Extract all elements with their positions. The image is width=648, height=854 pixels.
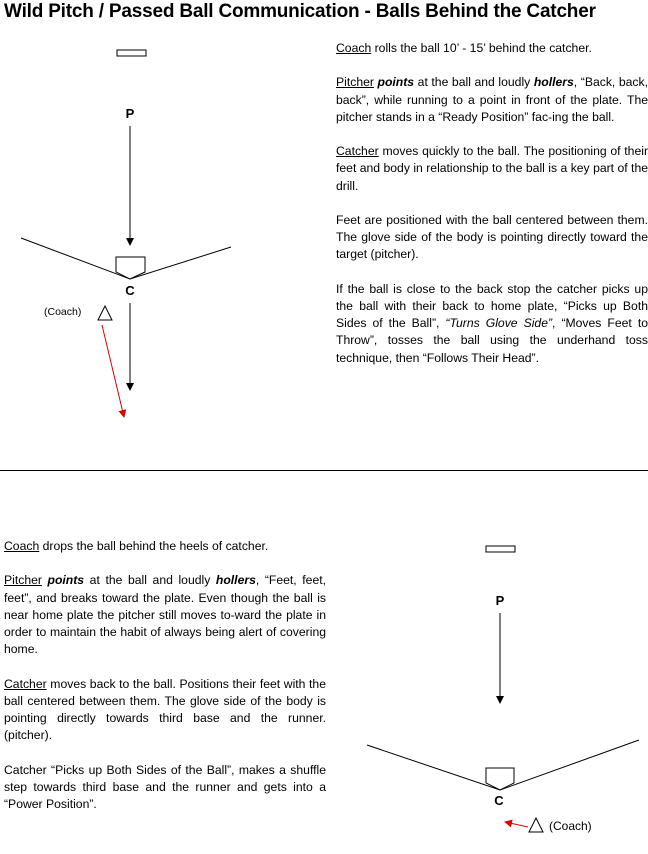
paragraph	[336, 40, 648, 57]
diagram-bottom	[0, 470, 648, 854]
role-label: Pitcher	[336, 75, 374, 90]
text: moves back to the ball. Positions their feet with the ball centered between them. The glove side of the body is pointing directly towards third base and the runner. (pitcher).	[4, 676, 326, 743]
paragraph	[336, 281, 648, 367]
ball-drop-arrow	[505, 822, 528, 827]
pitchers-rubber	[486, 546, 515, 552]
ball-roll-arrow	[102, 325, 124, 417]
text: at the ball and loudly	[84, 573, 216, 588]
text: moves quickly to the ball. The positioning of their feet and body in relationship to the ball is a key part of the drill.	[336, 144, 648, 193]
emphasis: hollers	[215, 573, 256, 588]
text: at the ball and loudly	[414, 75, 534, 90]
role-label: Pitcher	[4, 573, 42, 588]
page-title: Wild Pitch / Passed Ball Communication - Balls Behind the Catcher	[4, 1, 596, 22]
paragraph: Feet are positioned with the ball centered between them. The glove side of the body is pointing directly toward the target (pitcher).	[336, 212, 648, 262]
text: , “Back, back, back”, while running to a point in front of the plate. The pitcher stands in a “Ready Position” fac-ing the ball.	[336, 75, 648, 124]
coach-marker	[98, 306, 112, 320]
text: drops the ball behind the heels of catcher.	[39, 539, 269, 553]
text: If the ball is close to the back stop the catcher picks up the ball with their back to home plate, “Picks up Both Sides of the Ball”,	[336, 281, 648, 331]
emphasis: points	[377, 75, 415, 90]
paragraph: Catcher “Picks up Both Sides of the Ball”, makes a shuffle step towards third base and the runner and gets into a “Power Position”.	[4, 762, 326, 811]
pitcher-label: P	[125, 106, 135, 121]
catcher-label: C	[494, 793, 504, 808]
text: , “Feet, feet, feet”, and breaks toward the plate. Even though the ball is near home plate the pitcher still moves to-ward the plate in order to maintain the habit of always being alert of covering home.	[4, 573, 326, 657]
coach-label: (Coach)	[44, 306, 82, 318]
emphasis: hollers	[533, 75, 574, 90]
coach-label: (Coach)	[549, 819, 592, 833]
coach-marker	[529, 818, 543, 832]
italic-text: “Turns Glove Side”	[445, 316, 553, 331]
role-label: Catcher	[4, 676, 47, 691]
section-top-text	[336, 40, 648, 384]
emphasis: points	[47, 573, 85, 588]
catcher-label: C	[125, 283, 135, 298]
text: rolls the ball 10’ - 15’ behind the catcher.	[371, 41, 592, 55]
pitchers-rubber	[117, 50, 146, 56]
text: , “Moves Feet to Throw”, tosses the ball using the underhand toss technique, then “Follows Their Head”.	[336, 316, 648, 365]
paragraph	[336, 74, 648, 126]
role-label: Coach	[336, 41, 372, 55]
pitcher-label: P	[495, 593, 505, 608]
role-label: Coach	[4, 539, 40, 553]
role-label: Catcher	[336, 144, 379, 159]
paragraph	[336, 143, 648, 195]
